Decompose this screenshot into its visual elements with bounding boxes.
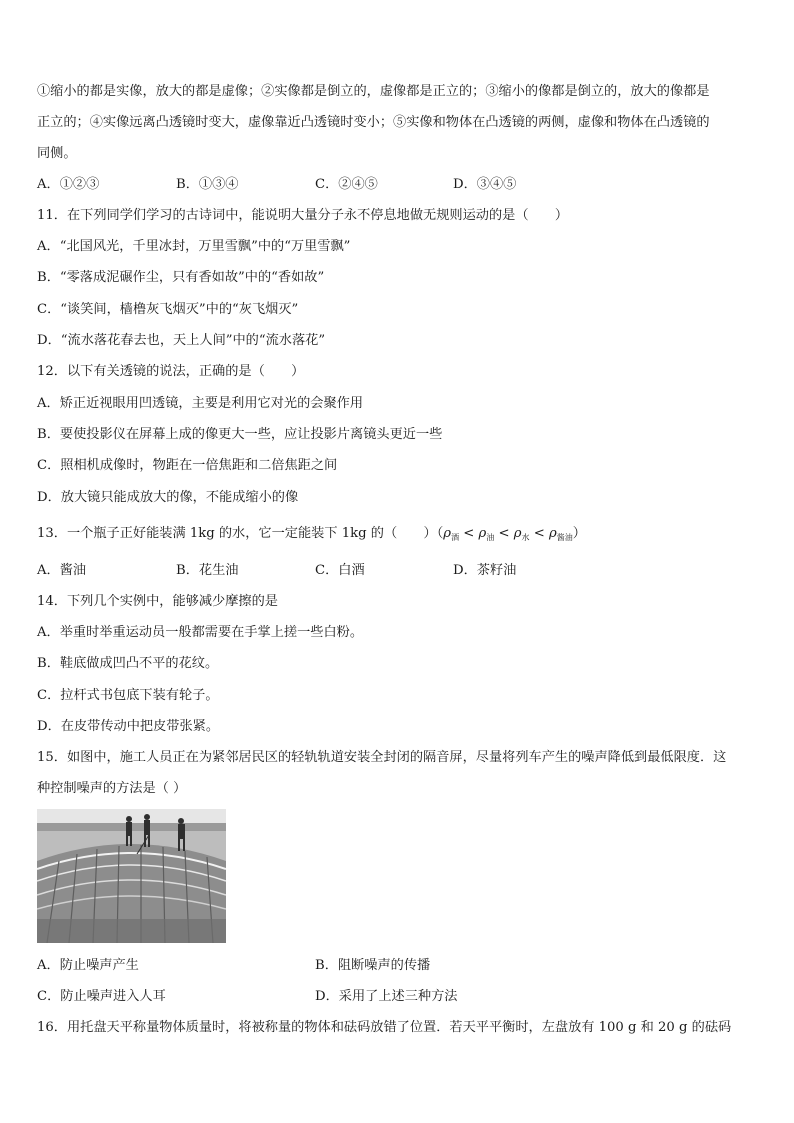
q15-option-d[interactable]: D．采用了上述三种方法 — [315, 989, 458, 1004]
q12-option-b[interactable]: B．要使投影仪在屏幕上成的像更大一些，应让投影片离镜头更近一些 — [37, 427, 443, 442]
q15-option-b[interactable]: B．阻断噪声的传播 — [315, 958, 431, 973]
q11-option-c[interactable]: C．“谈笑间，樯橹灰飞烟灭”中的“灰飞烟灭” — [37, 302, 299, 317]
option-b[interactable]: B．①③④ — [176, 177, 239, 192]
q13-stem: 13．一个瓶子正好能装满 1kg 的水，它一定能装下 1kg 的（ ） — [37, 526, 437, 541]
q15-option-a[interactable]: A．防止噪声产生 — [37, 958, 139, 973]
q11-stem: 11．在下列同学们学习的古诗词中，能说明大量分子永不停息地做无规则运动的是（ ） — [37, 208, 569, 223]
q13-density-condition: $(\rho_酒 < \rho_油 < \rho_水 < \rho_{酱油})$ — [436, 526, 586, 542]
q13-stem-line — [37, 525, 586, 547]
q14-option-c[interactable]: C．拉杆式书包底下装有轮子。 — [37, 688, 219, 703]
noise-barrier-photo — [37, 809, 226, 943]
q14-option-a[interactable]: A．举重时举重运动员一般都需要在手掌上搓一些白粉。 — [37, 625, 364, 640]
option-d[interactable]: D．③④⑤ — [453, 177, 517, 192]
option-c[interactable]: C．②④⑤ — [315, 177, 378, 192]
q11-option-d[interactable]: D．“流水落花春去也，天上人间”中的“流水落花” — [37, 333, 326, 348]
q15-option-c[interactable]: C．防止噪声进入人耳 — [37, 989, 166, 1004]
q14-stem: 14．下列几个实例中，能够减少摩擦的是 — [37, 594, 278, 609]
q13-option-d[interactable]: D．茶籽油 — [453, 563, 517, 578]
q13-option-a[interactable]: A．酱油 — [37, 563, 87, 578]
intro-line-2: 正立的；④实像远离凸透镜时变大，虚像靠近凸透镜时变小；⑤实像和物体在凸透镜的两侧，虚像和物体在凸透镜的 — [37, 115, 710, 130]
intro-line-1: ①缩小的都是实像，放大的都是虚像；②实像都是倒立的，虚像都是正立的；③缩小的像都是倒立的，放大的像都是 — [37, 84, 710, 99]
q11-option-a[interactable]: A．“北国风光，千里冰封，万里雪飘”中的“万里雪飘” — [37, 239, 351, 254]
q15-stem-line-2: 种控制噪声的方法是（ ） — [37, 781, 187, 796]
q15-stem-line-1: 15．如图中，施工人员正在为紧邻居民区的轻轨轨道安装全封闭的隔音屏，尽量将列车产生的噪声降低到最低限度．这 — [37, 750, 727, 765]
q16-stem: 16．用托盘天平称量物体质量时，将被称量的物体和砝码放错了位置．若天平平衡时，左盘放有 100 g 和 20 g 的砝码 — [37, 1020, 732, 1035]
q13-option-b[interactable]: B．花生油 — [176, 563, 239, 578]
q12-option-c[interactable]: C．照相机成像时，物距在一倍焦距和二倍焦距之间 — [37, 458, 338, 473]
q11-option-b[interactable]: B．“零落成泥碾作尘，只有香如故”中的“香如故” — [37, 270, 325, 285]
q12-stem: 12．以下有关透镜的说法，正确的是（ ） — [37, 364, 305, 379]
intro-line-3: 同侧。 — [37, 146, 77, 161]
q13-option-c[interactable]: C．白酒 — [315, 563, 365, 578]
q14-option-b[interactable]: B．鞋底做成凹凸不平的花纹。 — [37, 656, 219, 671]
q12-option-d[interactable]: D．放大镜只能成放大的像，不能成缩小的像 — [37, 490, 299, 505]
q14-option-d[interactable]: D．在皮带传动中把皮带张紧。 — [37, 719, 220, 734]
q12-option-a[interactable]: A．矫正近视眼用凹透镜，主要是利用它对光的会聚作用 — [37, 396, 364, 411]
option-a[interactable]: A．①②③ — [37, 177, 100, 192]
